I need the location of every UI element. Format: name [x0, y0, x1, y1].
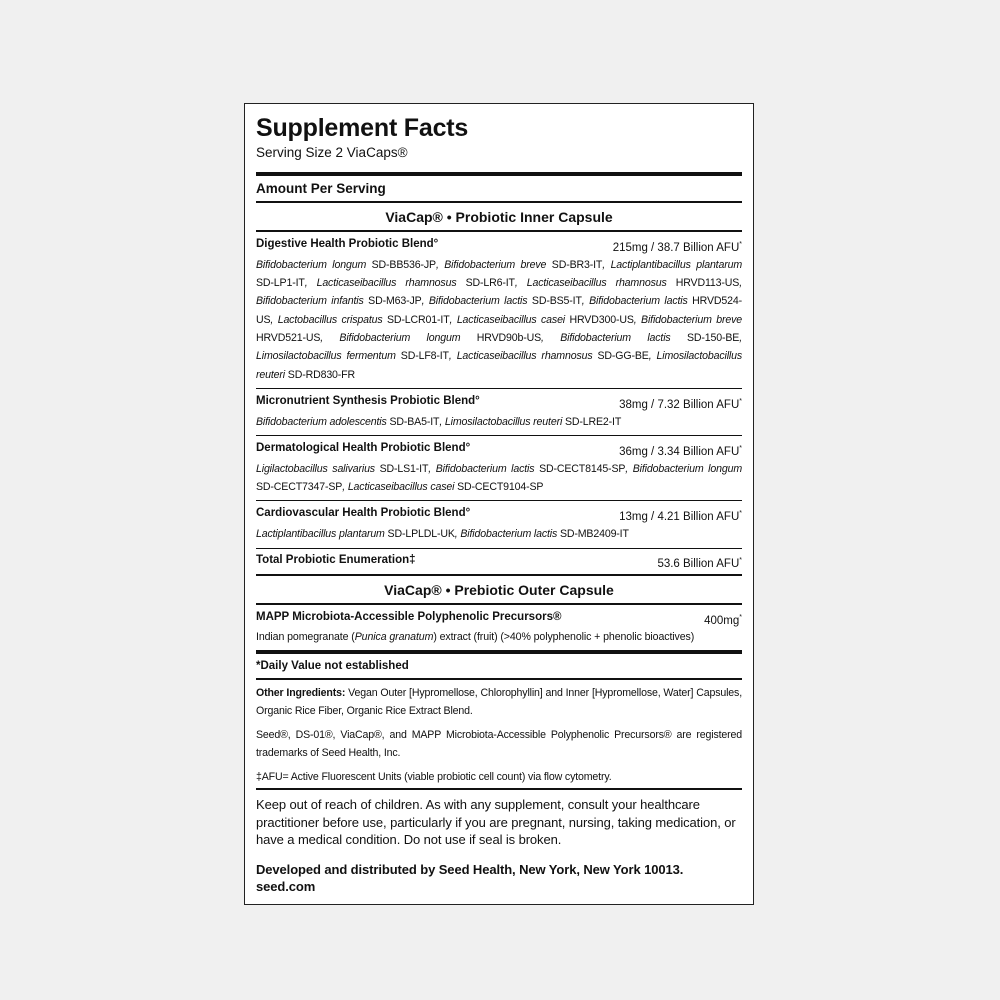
blend-section [256, 436, 742, 500]
blend-header [256, 394, 742, 413]
strain-species: Bifidobacterium longum [339, 332, 461, 345]
blend-amount-value: 38mg / 7.32 Billion AFU [619, 398, 740, 411]
strain-code: SD-LF8-IT [400, 350, 449, 363]
mapp-section [256, 605, 742, 650]
strain-species: Ligilactobacillus salivarius [256, 462, 375, 475]
strain-code: SD-BS5-IT [531, 295, 582, 308]
blend-header [256, 441, 742, 460]
blend-name: Cardiovascular Health Probiotic Blend° [256, 507, 471, 520]
mapp-desc-after: ) extract (fruit) (>40% polyphenolic + phenolic bioactives) [433, 631, 695, 644]
strain-list: Bifidobacterium adolescentis SD-BA5-IT, Limosilactobacillus reuteri SD-LRE2-IT [256, 415, 622, 428]
strain-species: Lactobacillus crispatus [277, 313, 383, 326]
total-name: Total Probiotic Enumeration‡ [256, 553, 416, 566]
strain-code: SD-LR6-IT [465, 277, 515, 290]
inner-capsule-heading: ViaCap® • Probiotic Inner Capsule [385, 209, 613, 225]
strain-code: SD-RD830-FR [287, 368, 356, 381]
strain-species: Bifidobacterium infantis [256, 295, 364, 308]
strain-species: Limosilactobacillus reuteri [444, 415, 563, 428]
strain-species: Lactiplantibacillus plantarum [256, 528, 385, 541]
blend-amount [613, 237, 742, 256]
strain-species: Limosilactobacillus reuteri [256, 350, 742, 381]
daily-value-note: *Daily Value not established [256, 660, 409, 673]
strain-code: SD-CECT8145-SP [539, 462, 626, 475]
footnote-mark: * [739, 510, 742, 518]
strain-code: SD-LP1-IT [256, 277, 305, 290]
strain-species: Bifidobacterium adolescentis [256, 415, 387, 428]
strain-code: SD-GG-BE [597, 350, 649, 363]
total-amount [657, 553, 742, 572]
distributor-info [256, 849, 742, 896]
blend-amount [619, 394, 742, 413]
mapp-name: MAPP Microbiota-Accessible Polyphenolic Precursors® [256, 611, 562, 624]
strain-species: Lacticaseibacillus rhamnosus [526, 277, 667, 290]
strain-species: Bifidobacterium breve [444, 258, 547, 271]
strain-code: SD-BB536-JP [371, 258, 436, 271]
strain-code: SD-MB2409-IT [559, 528, 629, 541]
strain-code: HRVD300-US [569, 313, 634, 326]
strain-code: HRVD521-US [256, 332, 321, 345]
strain-code: SD-LRE2-IT [564, 415, 622, 428]
mapp-desc-species: Punica granatum [354, 631, 434, 644]
strain-species: Bifidobacterium breve [641, 313, 743, 326]
label-title: Supplement Facts [256, 114, 469, 142]
blend-section [256, 389, 742, 435]
strain-species: Lacticaseibacillus casei [456, 313, 566, 326]
afu-note: ‡AFU= Active Fluorescent Units (viable probiotic cell count) via flow cytometry. [256, 771, 612, 784]
strain-code: HRVD524-US [256, 295, 742, 326]
blend-list [256, 232, 742, 549]
strain-list: Lactiplantibacillus plantarum SD-LPLDL-UK, Bifidobacterium lactis SD-MB2409-IT [256, 528, 629, 541]
strain-species: Bifidobacterium longum [632, 462, 742, 475]
strain-code: HRVD90b-US [476, 332, 542, 345]
strain-code: SD-BA5-IT [389, 415, 440, 428]
blend-header [256, 237, 742, 256]
strain-code: SD-CECT9104-SP [457, 481, 544, 494]
strain-code: SD-BR3-IT [551, 258, 603, 271]
blend-name: Dermatological Health Probiotic Blend° [256, 442, 471, 455]
mapp-amount-value: 400mg [704, 615, 740, 628]
mapp-description [256, 629, 742, 646]
blend-name: Micronutrient Synthesis Probiotic Blend° [256, 394, 480, 407]
strain-code: SD-LPLDL-UK [387, 528, 455, 541]
mapp-amount [704, 610, 742, 629]
distributor-text: Developed and distributed by Seed Health, New York, New York 10013. [256, 861, 684, 877]
strain-code: SD-CECT7347-SP [256, 481, 343, 494]
footnote-mark: * [739, 397, 742, 405]
website-link: seed.com [256, 879, 316, 895]
warning-text: Keep out of reach of children. As with any supplement, consult your healthcare practitioner before use, particularly if you are pregnant, nursing, taking medication, or have a medical condition. Do not use if seal is broken. [256, 797, 736, 848]
strain-species: Lacticaseibacillus rhamnosus [316, 277, 457, 290]
blend-amount [619, 441, 742, 460]
other-ingredients-label: Other Ingredients: [256, 687, 346, 700]
mapp-desc-before: Indian pomegranate ( [256, 631, 355, 644]
strain-list: Ligilactobacillus salivarius SD-LS1-IT, Bifidobacterium lactis SD-CECT8145-SP, Bifidobacterium longum SD-CECT7347-SP, Lacticaseibacillus casei SD-CECT9104-SP [256, 462, 742, 494]
footnote-mark: * [739, 241, 742, 248]
strain-code: SD-LCR01-IT [387, 313, 450, 326]
other-ingredients [256, 684, 742, 720]
blend-name: Digestive Health Probiotic Blend° [256, 238, 439, 250]
supplement-facts-label [244, 103, 754, 905]
strain-species: Bifidobacterium longum [256, 258, 367, 271]
blend-amount-value: 13mg / 4.21 Billion AFU [619, 511, 740, 524]
serving-size: Serving Size 2 ViaCaps® [256, 145, 408, 160]
strain-species: Lactiplantibacillus plantarum [610, 258, 743, 271]
strain-species: Lacticaseibacillus casei [347, 481, 455, 494]
total-enumeration-row [256, 549, 742, 575]
trademarks-note: Seed®, DS-01®, ViaCap®, and MAPP Microbiota-Accessible Polyphenolic Precursors® are registered trademarks of Seed Health, Inc. [256, 729, 742, 760]
strain-species: Bifidobacterium lactis [460, 528, 558, 541]
strain-species: Bifidobacterium lactis [589, 295, 688, 308]
strain-species: Bifidobacterium lactis [428, 295, 528, 308]
strain-species: Bifidobacterium lactis [560, 332, 671, 345]
blend-amount [619, 506, 742, 525]
blend-amount-value: 215mg / 38.7 Billion AFU [612, 241, 740, 254]
footnote-mark: * [739, 614, 742, 622]
blend-section [256, 501, 742, 547]
strain-code: HRVD113-US [675, 277, 740, 290]
outer-capsule-heading: ViaCap® • Prebiotic Outer Capsule [384, 582, 614, 599]
strain-list: Bifidobacterium longum SD-BB536-JP, Bifidobacterium breve SD-BR3-IT, Lactiplantibacillus plantarum SD-LP1-IT, Lacticaseibacillus rhamnosus SD-LR6-IT, Lacticaseibacillus rhamnosus HRVD113-US, Bifidobacterium infantis SD-M63-JP, Bifidobacterium lactis SD-BS5-IT, Bifidobacterium lactis HRVD524-US, Lactobacillus crispatus SD-LCR01-IT, Lacticaseibacillus casei HRVD300-US, Bifidobacterium breve HRVD521-US, Bifidobacterium longum HRVD90b-US, Bifidobacterium lactis SD-150-BE, Limosilactobacillus fermentum SD-LF8-IT, Lacticaseibacillus rhamnosus SD-GG-BE, Limosilactobacillus reuteri SD-RD830-FR [256, 258, 743, 381]
amount-per-serving: Amount Per Serving [256, 181, 386, 196]
footnote-mark: * [739, 445, 742, 453]
footnote-mark: * [739, 556, 742, 564]
strain-code: SD-M63-JP [368, 295, 422, 308]
other-info [256, 680, 742, 786]
strain-code: SD-150-BE [686, 332, 740, 345]
strain-species: Bifidobacterium lactis [435, 462, 535, 475]
other-ingredients-text: Vegan Outer [Hypromellose, Chlorophyllin] and Inner [Hypromellose, Water] Capsules, Organic Rice Fiber, Organic Rice Extract Blend. [256, 687, 742, 718]
total-amount-value: 53.6 Billion AFU [657, 557, 740, 570]
strain-species: Lacticaseibacillus rhamnosus [456, 350, 593, 363]
blend-amount-value: 36mg / 3.34 Billion AFU [619, 445, 740, 458]
blend-section [256, 232, 742, 388]
strain-code: SD-LS1-IT [379, 462, 429, 475]
strain-species: Limosilactobacillus fermentum [256, 350, 396, 363]
blend-header [256, 506, 742, 525]
